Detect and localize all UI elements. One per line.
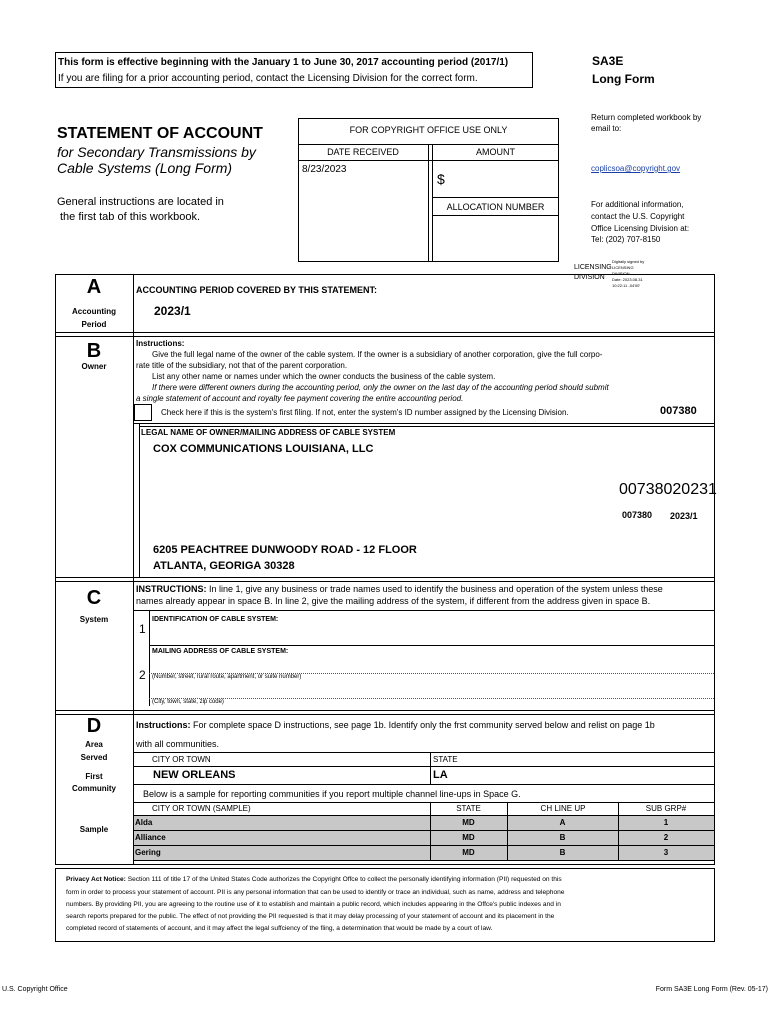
period-small: 2023/1 [670,511,698,521]
general-instructions-2: the first tab of this workbook. [60,211,201,223]
return-line-2: email to: [591,124,622,133]
space-a-letter: A [86,276,102,298]
state-label: STATE [433,755,458,764]
street-hint: (Number, street, rural route, apartment, or suite number) [152,674,302,680]
stamp-small-5: 10:22:11 -04'00' [612,283,641,288]
sample-row-2-chline: B [559,833,566,842]
space-b-inst-5: a single statement of account and royalty fee payment covering the entire accounting period. [136,394,464,403]
space-c-instructions [136,584,663,594]
space-c-instructions-bold: INSTRUCTIONS: [136,584,207,594]
sample-col-city: CITY OR TOWN (SAMPLE) [152,804,251,813]
space-b-inst-4: If there were different owners during the accounting period, only the owner on the last day of the accounting period should submit [152,383,609,392]
office-use-heading: FOR COPYRIGHT OFFICE USE ONLY [349,125,508,135]
sample-row-3-chline: B [559,848,566,857]
space-b-instructions-heading: Instructions: [136,339,185,348]
sample-row-3-state: MD [462,848,475,857]
stamp-small-1: Digitally signed by [612,259,645,264]
privacy-line-5: completed record of statements of account, and it may affect the legal suffciency of the fling, a determination that would be made by a court of law. [66,925,493,932]
first-filing-text: Check here if this is the system's first filing. If not, enter the system's ID number assigned by the Licensing Division. [161,408,569,417]
statement-subtitle-2: Cable Systems (Long Form) [57,160,233,176]
first-filing-checkbox[interactable] [134,404,152,421]
line-2-number: 2 [139,668,146,682]
space-b-inst-3: List any other name or names under which the owner conducts the business of the cable system. [152,372,496,381]
stamp-small-2: LICENSING [612,265,634,270]
space-d-label-4: Community [72,784,116,793]
sample-row-1-subgrp: 1 [663,818,669,827]
identification-label: IDENTIFICATION OF CABLE SYSTEM: [152,616,279,623]
space-c-label: System [79,615,109,624]
additional-info-3: Office Licensing Division at: [591,224,690,233]
privacy-line-2: form in order to process your statement of account. PII is any personal information that can be used to identify or trace an individual, such as name, address and telephone [66,889,565,896]
stamp-small-3: DIVISION [612,271,630,276]
sample-col-state: STATE [456,804,481,813]
form-name: Long Form [592,72,655,86]
sample-col-subgrp: SUB GRP# [645,804,687,813]
amount-label: AMOUNT [476,147,515,157]
space-a-label-2: Period [81,320,107,329]
privacy-bold: Privacy Act Notice: [66,876,126,883]
effective-notice-line1: This form is effective beginning with the January 1 to June 30, 2017 accounting period (2017/1) [58,57,509,68]
return-line-1: Return completed workbook by [591,113,702,122]
sample-row-2-state: MD [462,833,475,842]
system-id-value: 007380 [660,405,697,417]
general-instructions-1: General instructions are located in [57,196,224,208]
first-community-state[interactable]: LA [433,769,448,781]
line-1-number: 1 [139,622,146,636]
first-community-city[interactable]: NEW ORLEANS [153,769,236,781]
statement-subtitle-1: for Secondary Transmissions by [57,144,256,160]
space-b-label: Owner [81,362,107,371]
sample-col-chline: CH LINE UP [540,804,586,813]
sample-label: Sample [79,825,109,834]
stamp-small-4: Date: 2023.08.31 [612,277,643,282]
sample-row-1-city: Alda [135,818,153,827]
sample-row-2-subgrp: 2 [663,833,669,842]
space-c-letter: C [86,587,102,609]
footer-right: Form SA3E Long Form (Rev. 05-17) [655,986,768,993]
space-c-instructions-text: In line 1, give any business or trade names used to identify the business and operation of the system unless these [206,584,663,594]
space-d-instructions [136,720,655,730]
document-id: 00738020231 [619,481,717,498]
statement-title: STATEMENT OF ACCOUNT [57,125,263,142]
space-d-instructions-text: For complete space D instructions, see page 1b. Identify only the frst community served below and relist on page 1b [190,720,655,730]
additional-info-4: Tel: (202) 707-8150 [591,235,661,244]
space-a-label-1: Accounting [72,307,116,316]
space-d-label-2: Served [80,753,108,762]
return-email-link[interactable]: coplicsoa@copyright.gov [591,164,681,173]
additional-info-1: For additional information, [591,200,684,209]
date-received-label: DATE RECEIVED [327,147,399,157]
privacy-line-3: numbers. By providing PII, you are agreeing to the routine use of it to establish and maintain a public record, which includes appearing in the Offce's public indexes and in [66,901,561,908]
city-label: CITY OR TOWN [152,755,211,764]
form-code: SA3E [592,54,624,68]
space-d-label-1: Area [85,740,103,749]
privacy-line-4: search reports prepared for the public. The effect of not providing the PII requested is that it may delay processing of your statement of account and its placement in the [66,913,555,920]
stamp-division: DIVISION [574,274,605,281]
effective-notice-line2: If you are filing for a prior accounting period, contact the Licensing Division for the correct form. [58,73,478,84]
additional-info-2: contact the U.S. Copyright [591,212,685,221]
sample-row-3-subgrp: 3 [663,848,669,857]
accounting-period-heading: ACCOUNTING PERIOD COVERED BY THIS STATEMENT: [136,285,378,295]
accounting-period-value: 2023/1 [154,304,191,318]
identification-input[interactable] [150,625,714,645]
sample-row-1-chline: A [559,818,566,827]
footer-left: U.S. Copyright Office [2,986,68,993]
sample-row-1-state: MD [462,818,475,827]
space-d-letter: D [86,715,102,737]
privacy-text-1: Section 111 of title 17 of the United States Code authorizes the Copyright Offce to collect the personally identifying information (PII) requested on this [125,876,562,883]
space-b-inst-2: rate title of the subsidiary, not that of the parent corporation. [136,361,348,370]
owner-address-2: ATLANTA, GEORIGA 30328 [153,560,295,572]
sample-row-2-city: Alliance [135,833,166,842]
space-b-inst-1: Give the full legal name of the owner of the cable system. If the owner is a subsidiary of another corporation, give the full corpo- [152,350,603,359]
legal-name-label: LEGAL NAME OF OWNER/MAILING ADDRESS OF CABLE SYSTEM [141,428,396,437]
city-hint: (City, town, state, zip code) [152,699,224,705]
amount-symbol: $ [437,171,445,187]
owner-address-1: 6205 PEACHTREE DUNWOODY ROAD - 12 FLOOR [153,544,417,556]
privacy-line-1 [66,876,562,883]
space-d-instructions-bold: Instructions: [136,720,191,730]
space-d-label-3: First [85,772,103,781]
date-received-value: 8/23/2023 [302,164,347,175]
sample-note: Below is a sample for reporting communities if you report multiple channel line-ups in Space G. [143,789,521,799]
space-b-letter: B [86,340,102,362]
owner-name: COX COMMUNICATIONS LOUISIANA, LLC [153,443,374,455]
system-id-small: 007380 [622,510,653,520]
space-d-instructions-2: with all communities. [136,739,220,749]
sample-row-3-city: Gering [135,848,161,857]
stamp-licensing: LICENSING [574,264,612,271]
space-c-instructions-2: names already appear in space B. In line 2, give the mailing address of the system, if different from the address given in space B. [136,596,651,606]
mailing-address-label: MAILING ADDRESS OF CABLE SYSTEM: [152,648,289,655]
allocation-number-label: ALLOCATION NUMBER [446,202,545,212]
